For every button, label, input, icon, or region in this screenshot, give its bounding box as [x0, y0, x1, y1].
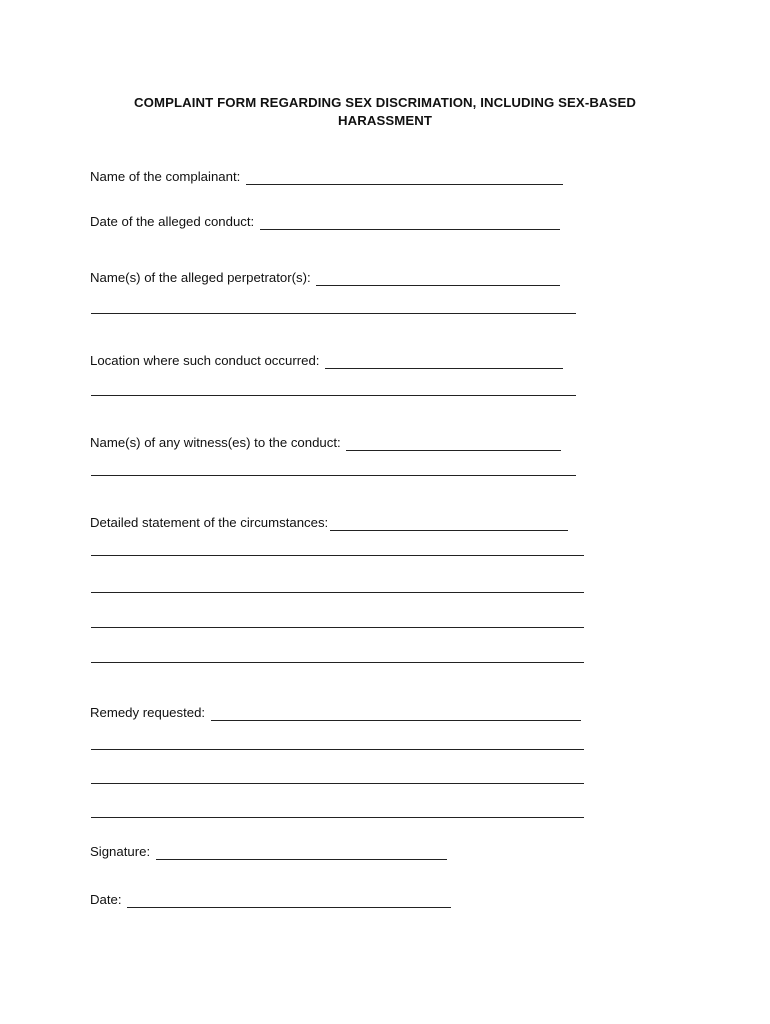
witnesses-field	[90, 435, 561, 451]
witnesses-blank[interactable]	[346, 438, 561, 451]
remedy-blank[interactable]	[211, 708, 581, 721]
date-blank[interactable]	[127, 895, 451, 908]
statement-line-3[interactable]	[91, 627, 584, 628]
conduct-date-blank[interactable]	[260, 217, 560, 230]
date-field	[90, 892, 451, 908]
form-title-line-1: COMPLAINT FORM REGARDING SEX DISCRIMATION, INCLUDING SEX-BASED	[134, 95, 636, 110]
statement-line-2[interactable]	[91, 592, 584, 593]
signature-field	[90, 844, 447, 860]
remedy-label: Remedy requested:	[90, 705, 209, 720]
conduct-date-label: Date of the alleged conduct:	[90, 214, 258, 229]
form-title	[90, 94, 680, 130]
signature-blank[interactable]	[156, 847, 447, 860]
date-label: Date:	[90, 892, 126, 907]
remedy-field	[90, 705, 581, 721]
remedy-line-1[interactable]	[91, 749, 584, 750]
statement-label: Detailed statement of the circumstances:	[90, 515, 329, 530]
witnesses-label: Name(s) of any witness(es) to the conduct:	[90, 435, 345, 450]
statement-line-4[interactable]	[91, 662, 584, 663]
complainant-name-label: Name of the complainant:	[90, 169, 244, 184]
perpetrators-field	[90, 270, 560, 286]
statement-field	[90, 515, 568, 531]
remedy-line-2[interactable]	[91, 783, 584, 784]
witnesses-continuation-line[interactable]	[91, 475, 576, 476]
statement-line-1[interactable]	[91, 555, 584, 556]
remedy-line-3[interactable]	[91, 817, 584, 818]
complainant-name-field	[90, 169, 563, 185]
location-continuation-line[interactable]	[91, 395, 576, 396]
location-label: Location where such conduct occurred:	[90, 353, 324, 368]
complainant-name-blank[interactable]	[246, 172, 563, 185]
perpetrators-label: Name(s) of the alleged perpetrator(s):	[90, 270, 315, 285]
perpetrators-continuation-line[interactable]	[91, 313, 576, 314]
location-field	[90, 353, 563, 369]
location-blank[interactable]	[325, 356, 563, 369]
perpetrators-blank[interactable]	[316, 273, 560, 286]
conduct-date-field	[90, 214, 560, 230]
signature-label: Signature:	[90, 844, 154, 859]
form-title-line-2: HARASSMENT	[337, 113, 433, 128]
statement-blank[interactable]	[330, 518, 568, 531]
